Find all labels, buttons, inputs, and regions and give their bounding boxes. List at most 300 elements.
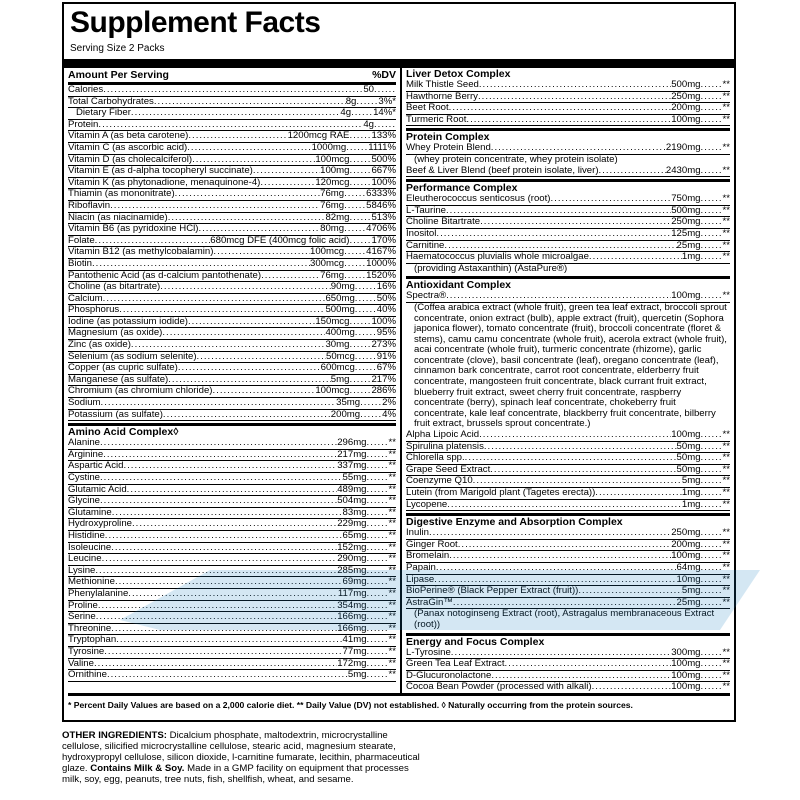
dot-leader bbox=[701, 476, 723, 487]
dot-leader bbox=[131, 108, 340, 119]
dot-leader bbox=[105, 531, 343, 542]
row-amount: 296mg bbox=[337, 437, 367, 449]
row-name: Arginine bbox=[68, 448, 104, 460]
table-row bbox=[68, 166, 396, 178]
dot-leader bbox=[701, 291, 723, 302]
row-amount: 2430mg bbox=[665, 164, 701, 176]
dot-leader bbox=[367, 461, 389, 472]
antioxidant-list bbox=[406, 430, 730, 511]
dot-leader bbox=[458, 540, 671, 551]
whey-note: (whey protein concentrate, whey protein isolate) bbox=[414, 153, 618, 165]
row-name: Vitamin D (as cholecalciferol) bbox=[68, 153, 193, 165]
row-dv: 2% bbox=[382, 397, 396, 409]
row-name: Hawthorne Berry bbox=[406, 90, 478, 102]
row-amount: 500mg bbox=[671, 204, 701, 216]
row-amount: 354mg bbox=[337, 599, 367, 611]
other-ingredients bbox=[62, 730, 422, 785]
row-dv: ** bbox=[722, 452, 730, 464]
row-dv: ** bbox=[722, 573, 730, 585]
dot-leader bbox=[360, 398, 382, 409]
row-amount: 1200mcg RAE bbox=[287, 130, 350, 142]
row-name: Selenium (as sodium selenite) bbox=[68, 350, 197, 362]
row-name: Vitamin A (as beta carotene) bbox=[68, 130, 189, 142]
dot-leader bbox=[374, 85, 396, 96]
row-amount: 10mg bbox=[676, 573, 701, 585]
row-amount: 120mcg bbox=[315, 176, 350, 188]
row-name: Inositol bbox=[406, 227, 437, 239]
row-name: Choline Bitartrate bbox=[406, 216, 481, 228]
dot-leader bbox=[349, 375, 371, 386]
row-dv: 513% bbox=[371, 211, 396, 223]
row-dv: ** bbox=[388, 576, 396, 588]
row-name: Manganese (as sulfate) bbox=[68, 373, 169, 385]
row-amount: 2190mg bbox=[665, 142, 701, 154]
table-row bbox=[68, 189, 396, 201]
row-name: Lutein (from Marigold plant (Tagetes erecta)) bbox=[406, 487, 596, 498]
row-amount: 1000mg bbox=[311, 141, 347, 153]
dot-leader bbox=[98, 601, 337, 612]
row-dv: ** bbox=[388, 634, 396, 646]
row-name: Histidine bbox=[68, 529, 105, 541]
row-dv: 500% bbox=[371, 153, 396, 165]
table-row bbox=[406, 166, 730, 178]
performance-section-title: Performance Complex bbox=[406, 179, 730, 194]
table-row bbox=[406, 194, 730, 206]
dot-leader bbox=[701, 500, 723, 511]
antioxidant-section-title: Antioxidant Complex bbox=[406, 276, 730, 291]
row-name: Eleutherococcus senticosus (root) bbox=[406, 193, 551, 205]
row-amount: 1mg bbox=[681, 487, 701, 498]
row-name: Bromelain bbox=[406, 550, 450, 562]
row-dv: 14%* bbox=[373, 107, 396, 119]
dot-leader bbox=[98, 120, 363, 131]
dot-leader bbox=[479, 80, 671, 91]
dot-leader bbox=[168, 375, 331, 386]
dot-leader bbox=[100, 473, 343, 484]
dot-leader bbox=[367, 438, 389, 449]
dot-leader bbox=[701, 442, 723, 453]
row-amount: 100mg bbox=[671, 669, 701, 681]
row-name: Turmeric Root bbox=[406, 113, 467, 125]
dot-leader bbox=[367, 450, 389, 461]
row-dv: 50% bbox=[376, 292, 396, 304]
table-row bbox=[406, 563, 730, 575]
table-row bbox=[68, 108, 396, 120]
dot-leader bbox=[589, 252, 682, 263]
row-name: Zinc (as oxide) bbox=[68, 339, 131, 351]
dot-leader bbox=[367, 473, 389, 484]
row-amount: 90mg bbox=[330, 281, 355, 293]
dot-leader bbox=[107, 670, 348, 681]
row-dv: ** bbox=[722, 142, 730, 154]
row-name: Phosphorus bbox=[68, 304, 120, 316]
dot-leader bbox=[451, 648, 671, 659]
dot-leader bbox=[100, 438, 337, 449]
dot-leader bbox=[465, 453, 677, 464]
dot-leader bbox=[346, 143, 368, 154]
row-dv: ** bbox=[722, 596, 730, 608]
dot-leader bbox=[436, 563, 677, 574]
row-amount: 500mg bbox=[325, 304, 355, 316]
row-amount: 100mg bbox=[671, 658, 701, 670]
dot-leader bbox=[96, 612, 337, 623]
row-name: Carnitine bbox=[406, 239, 445, 251]
dot-leader bbox=[162, 328, 325, 339]
dot-leader bbox=[103, 294, 326, 305]
row-name: Glutamic Acid bbox=[68, 483, 127, 495]
dot-leader bbox=[701, 229, 723, 240]
table-row bbox=[68, 554, 396, 566]
dv-label: %DV bbox=[372, 69, 396, 81]
dot-leader bbox=[349, 166, 371, 177]
table-row bbox=[68, 659, 396, 671]
dot-leader bbox=[701, 586, 723, 597]
row-dv: ** bbox=[722, 463, 730, 475]
row-name: Cystine bbox=[68, 472, 100, 483]
row-name: Valine bbox=[68, 657, 94, 669]
dot-leader bbox=[701, 540, 723, 551]
row-dv: ** bbox=[722, 216, 730, 228]
dot-leader bbox=[188, 317, 315, 328]
digestive-list bbox=[406, 528, 730, 609]
dot-leader bbox=[490, 465, 676, 476]
dot-leader bbox=[479, 430, 671, 441]
dot-leader bbox=[349, 317, 371, 328]
row-amount: 250mg bbox=[671, 216, 701, 228]
row-name: Glutamine bbox=[68, 506, 112, 518]
row-dv: 3%* bbox=[378, 95, 396, 107]
row-amount: 290mg bbox=[337, 553, 367, 565]
dot-leader bbox=[478, 92, 671, 103]
row-amount: 82mg bbox=[325, 211, 350, 223]
row-name: Leucine bbox=[68, 553, 102, 565]
dot-leader bbox=[701, 575, 723, 586]
dot-leader bbox=[367, 577, 389, 588]
dot-leader bbox=[128, 589, 338, 600]
row-name: Methionine bbox=[68, 576, 115, 588]
row-name: Chromium (as chromium chloride) bbox=[68, 385, 213, 397]
table-row bbox=[68, 143, 396, 155]
row-amount: 504mg bbox=[337, 495, 367, 507]
dot-leader bbox=[578, 586, 682, 597]
dot-leader bbox=[344, 259, 366, 270]
right-column bbox=[406, 68, 730, 694]
row-amount: 5mg bbox=[347, 669, 367, 681]
dot-leader bbox=[355, 282, 377, 293]
row-dv: ** bbox=[722, 527, 730, 539]
row-amount: 50 bbox=[363, 84, 374, 95]
dot-leader bbox=[701, 430, 723, 441]
dot-leader bbox=[351, 108, 373, 119]
row-amount: 300mg bbox=[671, 646, 701, 658]
row-amount: 76mg bbox=[320, 269, 345, 281]
row-name: Niacin (as niacinamide) bbox=[68, 211, 168, 223]
dot-leader bbox=[168, 213, 326, 224]
row-dv: 91% bbox=[376, 350, 396, 362]
dot-leader bbox=[94, 659, 337, 670]
left-column bbox=[68, 68, 396, 694]
dot-leader bbox=[349, 155, 371, 166]
row-name: Coenzyme Q10 bbox=[406, 475, 473, 487]
dot-leader bbox=[101, 398, 337, 409]
dot-leader bbox=[344, 201, 366, 212]
row-dv: ** bbox=[722, 429, 730, 441]
dot-leader bbox=[104, 647, 342, 658]
row-name: Vitamin B12 (as methylcobalamin) bbox=[68, 246, 214, 258]
dot-leader bbox=[355, 305, 377, 316]
row-dv: 286% bbox=[371, 385, 396, 397]
row-name: L-Taurine bbox=[406, 204, 446, 216]
dot-leader bbox=[701, 252, 723, 263]
row-amount: 200mg bbox=[330, 408, 361, 420]
row-dv: ** bbox=[722, 561, 730, 573]
row-amount: 285mg bbox=[337, 564, 367, 576]
dot-leader bbox=[349, 340, 371, 351]
row-amount: 100mg bbox=[671, 290, 701, 302]
row-amount: 166mg bbox=[337, 622, 367, 634]
amino-list bbox=[68, 438, 396, 681]
row-dv: ** bbox=[722, 113, 730, 125]
row-dv: ** bbox=[722, 164, 730, 176]
row-name: Papain bbox=[406, 561, 436, 573]
row-name: AstraGin™ bbox=[406, 596, 453, 608]
energy-list bbox=[406, 648, 730, 694]
row-dv: ** bbox=[388, 657, 396, 669]
row-amount: 229mg bbox=[337, 518, 367, 530]
row-amount: 100mg bbox=[320, 165, 350, 177]
row-name: Potassium (as sulfate) bbox=[68, 408, 163, 420]
dot-leader bbox=[491, 143, 666, 154]
row-dv: ** bbox=[722, 646, 730, 658]
dot-leader bbox=[436, 229, 671, 240]
energy-section-title: Energy and Focus Complex bbox=[406, 633, 730, 648]
dot-leader bbox=[701, 115, 723, 126]
protein-beef-row bbox=[406, 166, 730, 178]
dot-leader bbox=[95, 566, 337, 577]
dot-leader bbox=[446, 206, 671, 217]
row-amount: 30mg bbox=[325, 339, 350, 351]
row-dv: ** bbox=[722, 550, 730, 562]
dot-leader bbox=[701, 648, 723, 659]
dot-leader bbox=[551, 194, 672, 205]
row-name: Magnesium (as oxide) bbox=[68, 327, 163, 339]
row-amount: 100mcg bbox=[315, 385, 350, 397]
amount-per-serving-label: Amount Per Serving bbox=[68, 69, 169, 81]
dot-leader bbox=[367, 659, 389, 670]
row-name: D-Glucuronolactone bbox=[406, 669, 492, 681]
dot-leader bbox=[473, 476, 682, 487]
table-row bbox=[68, 398, 396, 410]
dot-leader bbox=[111, 624, 337, 635]
dot-leader bbox=[110, 201, 320, 212]
dot-leader bbox=[484, 442, 677, 453]
row-amount: 5mg bbox=[330, 373, 350, 385]
table-row bbox=[68, 201, 396, 213]
row-name: Proline bbox=[68, 599, 98, 611]
row-dv: ** bbox=[388, 611, 396, 623]
dot-leader bbox=[212, 386, 315, 397]
dot-leader bbox=[116, 635, 342, 646]
dot-leader bbox=[119, 305, 325, 316]
table-row bbox=[68, 282, 396, 294]
row-amount: 25mg bbox=[676, 239, 701, 251]
row-name: Ginger Root bbox=[406, 538, 458, 550]
row-dv: 1000% bbox=[366, 257, 396, 269]
row-amount: 337mg bbox=[337, 460, 367, 472]
row-name: Dietary Fiber bbox=[76, 107, 131, 119]
table-row bbox=[406, 430, 730, 442]
dot-leader bbox=[701, 563, 723, 574]
nutrient-list bbox=[68, 85, 396, 421]
performance-note: (providing Astaxanthin) (AstaPure®) bbox=[414, 262, 568, 274]
table-row bbox=[68, 340, 396, 352]
dot-leader bbox=[188, 131, 287, 142]
dot-leader bbox=[367, 485, 389, 496]
dot-leader bbox=[356, 97, 378, 108]
row-amount: 200mg bbox=[671, 102, 701, 114]
row-amount: 100mg bbox=[671, 681, 701, 693]
row-amount: 400mg bbox=[325, 327, 355, 339]
dot-leader bbox=[701, 551, 723, 562]
dot-leader bbox=[102, 554, 338, 565]
dot-leader bbox=[367, 612, 389, 623]
row-name: Serine bbox=[68, 611, 96, 623]
row-name: Biotin bbox=[68, 257, 92, 269]
row-dv: ** bbox=[388, 448, 396, 460]
row-dv: ** bbox=[388, 599, 396, 611]
dot-leader bbox=[198, 224, 320, 235]
other-ingredients-text: Dicalcium phosphate, maltodextrin, microcrystalline cellulose, silicified microcrystalline cellulose, stearic acid, magnesium stearate, hydroxypropyl cellulose, silicon dioxide, l-carnitine fumarate, lecithin, pharmaceutical glaze. bbox=[62, 730, 420, 774]
row-amount: 4g bbox=[340, 107, 352, 119]
row-name: Spirulina platensis bbox=[406, 440, 484, 452]
row-dv: ** bbox=[388, 495, 396, 507]
table-row bbox=[406, 80, 730, 92]
row-dv: 170% bbox=[371, 234, 396, 246]
row-name: Beef & Liver Blend (beef protein isolate, liver) bbox=[406, 164, 599, 176]
row-amount: 50mg bbox=[676, 452, 701, 464]
row-amount: 41mg bbox=[342, 634, 367, 646]
dot-leader bbox=[367, 624, 389, 635]
table-row bbox=[68, 670, 396, 682]
supplement-facts-panel bbox=[62, 2, 736, 722]
table-row bbox=[406, 488, 730, 500]
row-dv: ** bbox=[388, 472, 396, 483]
row-dv: 5846% bbox=[366, 199, 396, 211]
dot-leader bbox=[491, 671, 671, 682]
row-name: Riboflavin bbox=[68, 199, 111, 211]
row-dv: ** bbox=[722, 681, 730, 693]
dot-leader bbox=[132, 519, 337, 530]
row-name: Vitamin E (as d-alpha tocopheryl succinate) bbox=[68, 165, 253, 177]
row-dv: ** bbox=[388, 437, 396, 449]
dot-leader bbox=[504, 659, 671, 670]
dot-leader bbox=[355, 294, 377, 305]
dot-leader bbox=[367, 635, 389, 646]
row-amount: 500mg bbox=[671, 79, 701, 90]
row-amount: 65mg bbox=[342, 529, 367, 541]
dot-leader bbox=[127, 485, 338, 496]
dot-leader bbox=[344, 224, 366, 235]
row-dv: 100% bbox=[371, 176, 396, 188]
row-name: Choline (as bitartrate) bbox=[68, 281, 161, 293]
row-name: Calcium bbox=[68, 292, 103, 304]
column-divider bbox=[400, 68, 402, 694]
row-dv: ** bbox=[722, 227, 730, 239]
dot-leader bbox=[355, 352, 377, 363]
row-dv: ** bbox=[722, 498, 730, 510]
dot-leader bbox=[367, 589, 389, 600]
row-amount: 600mcg bbox=[320, 362, 355, 374]
table-row bbox=[68, 259, 396, 271]
row-amount: 55mg bbox=[342, 472, 367, 483]
row-name: Vitamin K (as phytonadione, menaquinone-4) bbox=[68, 176, 261, 188]
row-amount: 83mg bbox=[342, 506, 367, 518]
dot-leader bbox=[701, 103, 723, 114]
dot-leader bbox=[701, 166, 723, 177]
row-name: Sodium bbox=[68, 397, 101, 409]
table-row bbox=[406, 229, 730, 241]
row-dv: 4167% bbox=[366, 246, 396, 258]
row-name: Inulin bbox=[406, 527, 429, 539]
dot-leader bbox=[701, 194, 723, 205]
row-dv: ** bbox=[388, 483, 396, 495]
table-row bbox=[406, 500, 730, 512]
dot-leader bbox=[453, 598, 677, 609]
row-dv: ** bbox=[388, 645, 396, 657]
row-dv: ** bbox=[722, 193, 730, 205]
row-name: Isoleucine bbox=[68, 541, 112, 553]
row-amount: 250mg bbox=[671, 527, 701, 539]
row-dv: 1520% bbox=[366, 269, 396, 281]
row-amount: 64mg bbox=[676, 561, 701, 573]
row-amount: 150mcg bbox=[315, 315, 350, 327]
row-dv: ** bbox=[388, 541, 396, 553]
row-amount: 100mg bbox=[671, 550, 701, 562]
dot-leader bbox=[701, 528, 723, 539]
dot-leader bbox=[599, 166, 666, 177]
row-name: Pantothenic Acid (as d-calcium pantothenate) bbox=[68, 269, 262, 281]
dot-leader bbox=[449, 551, 671, 562]
row-dv: 667% bbox=[371, 165, 396, 177]
dot-leader bbox=[197, 352, 326, 363]
dot-leader bbox=[123, 461, 337, 472]
row-name: Ornithine bbox=[68, 669, 107, 681]
table-row bbox=[406, 586, 730, 598]
dot-leader bbox=[103, 85, 363, 96]
row-name: Folate bbox=[68, 234, 95, 246]
row-dv: ** bbox=[388, 564, 396, 576]
row-dv: 100% bbox=[371, 315, 396, 327]
dot-leader bbox=[349, 386, 371, 397]
row-dv: ** bbox=[722, 239, 730, 251]
row-amount: 300mcg bbox=[309, 257, 345, 269]
footnote: * Percent Daily Values are based on a 2,000 calorie diet. ** Daily Value (DV) not established. ◊ Naturally occurring from the protein sources. bbox=[68, 693, 730, 716]
row-name: Cocoa Bean Powder (processed with alkali) bbox=[406, 681, 592, 693]
row-name: Protein bbox=[68, 118, 99, 130]
dot-leader bbox=[701, 488, 723, 499]
row-name: Spectra® bbox=[406, 290, 447, 302]
facility-statement: Made in a GMP facility on equipment that processes milk, soy, egg, peanuts, tree nuts, fish, shellfish, wheat, and sesame. bbox=[62, 763, 409, 785]
row-amount: 650mg bbox=[325, 292, 355, 304]
dot-leader bbox=[701, 143, 723, 154]
table-row bbox=[406, 252, 730, 264]
row-dv: 273% bbox=[371, 339, 396, 351]
row-amount: 80mg bbox=[320, 223, 345, 235]
row-amount: 4g bbox=[363, 118, 374, 130]
row-name: Lipase bbox=[406, 573, 435, 585]
dot-leader bbox=[701, 217, 723, 228]
dot-leader bbox=[367, 543, 389, 554]
